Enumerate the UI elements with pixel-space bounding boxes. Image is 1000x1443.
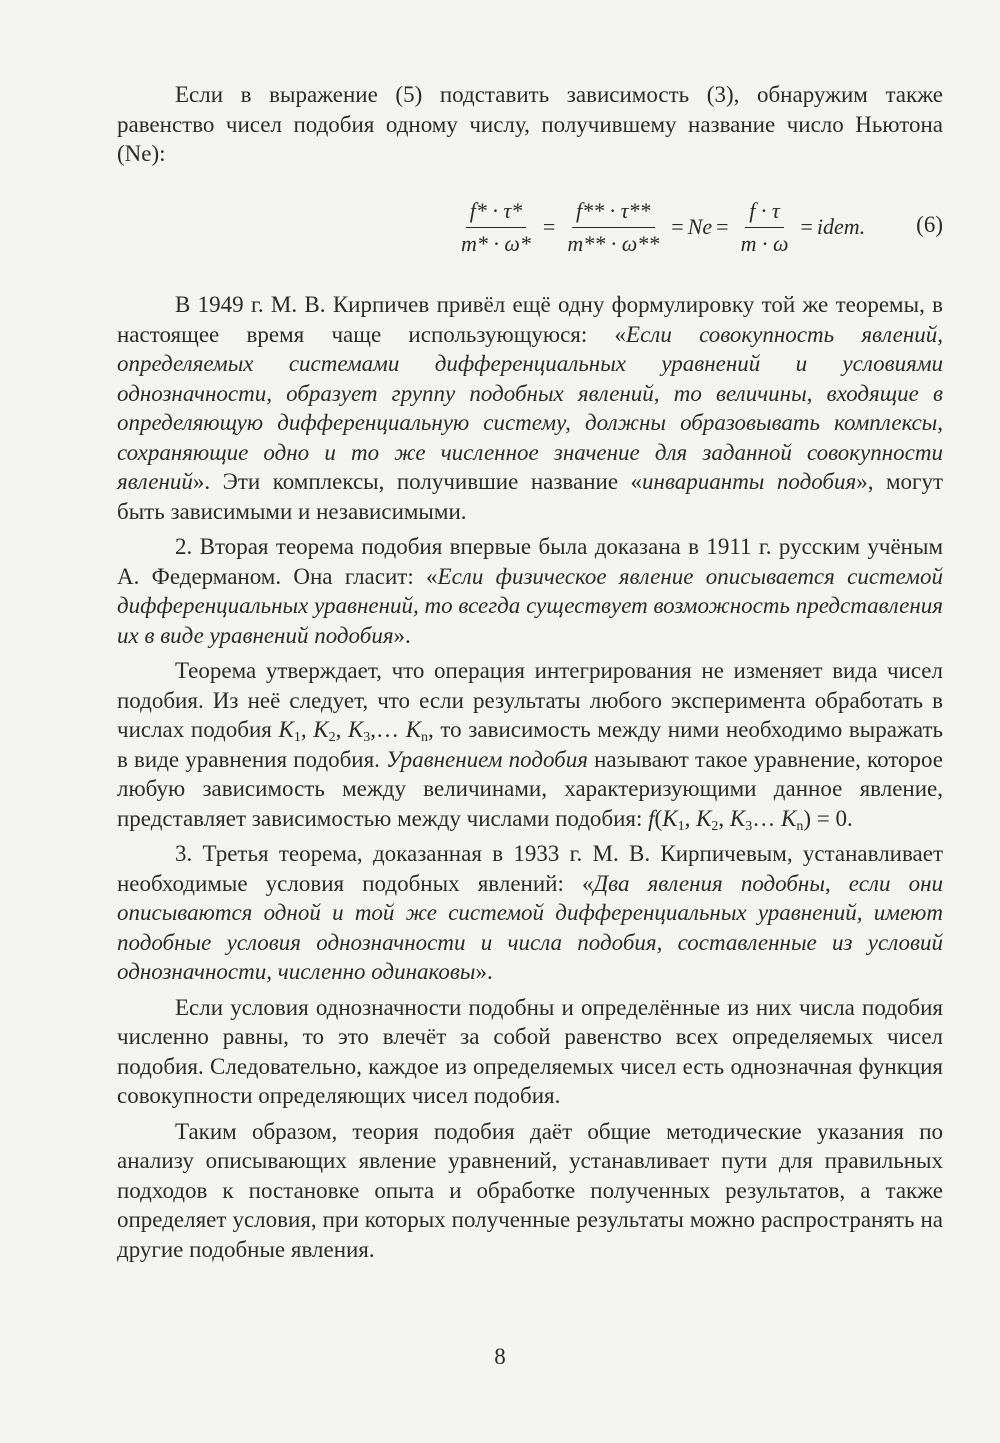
fraction-1 [457, 198, 535, 257]
intro-paragraph: Если в выражение (5) подставить зависимость (3), обнаружим также равенство чисел подобия одному числу, получившему название число Ньютона (Ne): [117, 82, 943, 166]
theorem-3-paragraph: 3. Третья теорема, доказанная в 1933 г. М. В. Кирпичевым, устанавливает необходимые условия подобных явлений: «Два явления подобны, если они описываются одной и той же системой дифференциальных уравнений, имеют подобные условия однозначности и числа подобия, составленные из условий однозначности, численно одинаковы». [117, 841, 944, 984]
theorem-2-paragraph: 2. Вторая теорема подобия впервые была доказана в 1911 г. русским учёным А. Федерманом. Она гласит: «Если физическое явление описывается системой дифференциальных уравнений, то всегда существует возможность представления их в виде уравнений подобия». [117, 534, 943, 648]
fraction-3-numerator: f · τ [745, 198, 784, 228]
similarity-equation-term: Уравнением подобия [386, 746, 588, 772]
main-text [117, 290, 943, 1270]
kirpichev-quote: Если совокупность явлений, определяемых системами дифференциальных уравнений и условиями однозначности, образует группу подобных явлений, то величины, входящие в определяющую дифференциальную систему, должны образовывать комплексы, сохраняющие одно и то же численное значение для заданной совокупности явлений [117, 321, 943, 494]
newton-number-symbol: Ne [687, 214, 713, 239]
idem-term: idem. [816, 214, 866, 239]
invariants-term: инварианты подобия [642, 469, 857, 494]
page-number: 8 [494, 1344, 506, 1369]
equals-sign: = [671, 214, 684, 239]
equals-sign: = [542, 214, 556, 239]
theorem-2-explanation: Теорема утверждает, что операция интегрирования не изменяет вида чисел подобия. Из неё следует, что если результаты любого эксперимента обработать в числах подобия $K_1$, $K_2$, $K_3,\dots$ $K_n$, то зависимость между ними необходимо выражать в виде уравнения подобия. Уравнением подобия называют такое уравнение, которое любую зависимость между величинами, характеризующими данное явление, представляет зависимостью между числами подобия: $f(K_1$, $K_2$, $K_3\dots$ $K_n) = 0$. [117, 658, 944, 834]
equation-number: (6) [916, 212, 943, 237]
intro-block [117, 80, 943, 169]
newton-number-formula [453, 192, 865, 262]
fraction-2 [563, 198, 663, 257]
conditions-paragraph: Если условия однозначности подобны и определённые из них числа подобия численно равны, то это влечёт за собой равенство всех определяемых чисел подобия. Следовательно, каждое из определяемых чисел есть однозначная функция совокупности определяющих чисел подобия. [117, 994, 943, 1108]
conclusion-paragraph: Таким образом, теория подобия даёт общие методические указания по анализу описывающих явление уравнений, устанавливает пути для правильных подходов к постановке опыта и обработке полученных результатов, а также определяет условия, при которых полученные результаты можно распространять на другие подобные явления. [117, 1118, 943, 1262]
theorem-3-quote: Два явления подобны, если они описываются одной и той же системой дифференциальных уравнений, имеют подобные условия однозначности и числа подобия, составленные из условий однозначности, численно одинаковы [117, 870, 944, 984]
fraction-2-numerator: f** · τ** [572, 198, 655, 228]
fraction-1-numerator: f* · τ* [466, 198, 527, 228]
kirpichev-paragraph: В 1949 г. М. В. Кирпичев привёл ещё одну формулировку той же теоремы, в настоящее время чаще использующуюся: «Если совокупность явлений, определяемых системами дифференциальных уравнений и условиями однозначности, образует группу подобных явлений, то величины, входящие в определяющую дифференциальную систему, должны образовывать комплексы, сохраняющие одно и то же численное значение для заданной совокупности явлений». Эти комплексы, получившие название «инварианты подобия», могут быть зависимыми и независимыми. [117, 292, 943, 524]
fraction-3 [737, 198, 793, 257]
fraction-1-denominator: m* · ω* [461, 230, 531, 256]
fraction-3-denominator: m · ω [740, 230, 789, 256]
equation-6 [117, 192, 943, 262]
theorem-2-quote: Если физическое явление описывается системой дифференциальных уравнений, то всегда существует возможность представления их в виде уравнений подобия [117, 563, 943, 648]
fraction-2-denominator: m** · ω** [567, 230, 660, 256]
equals-sign: = [800, 214, 813, 239]
equals-sign: = [716, 214, 729, 239]
